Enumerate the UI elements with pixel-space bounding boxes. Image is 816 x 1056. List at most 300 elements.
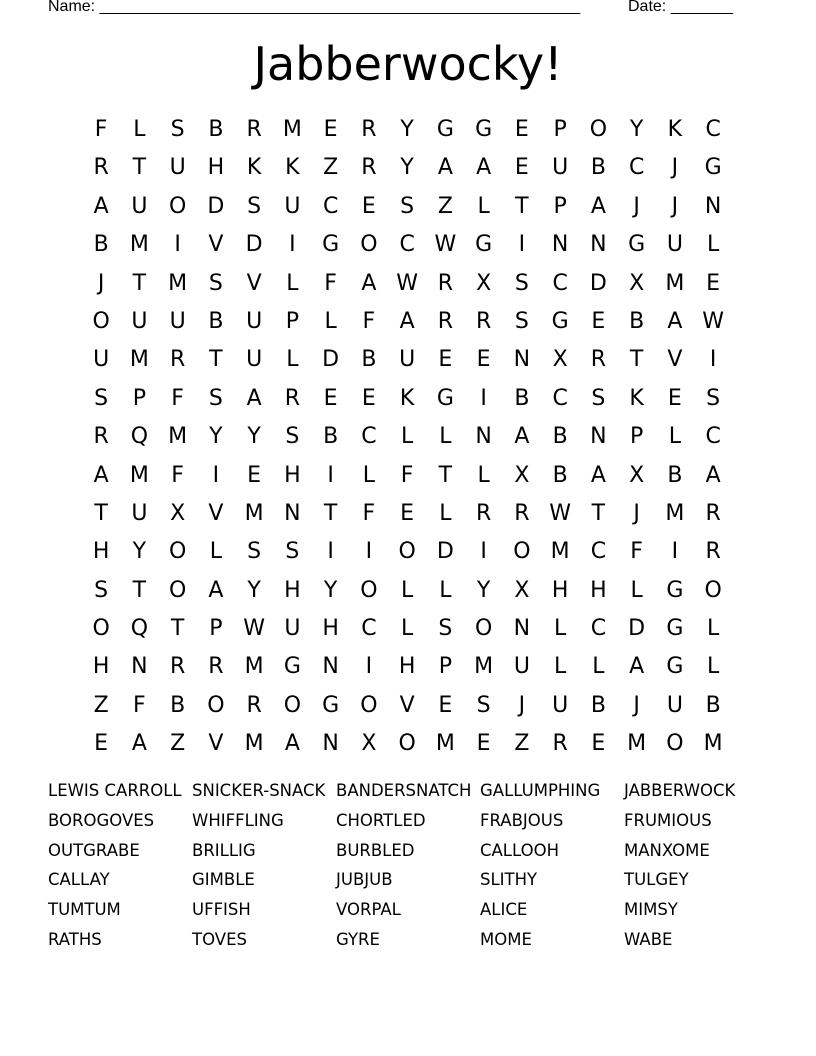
word-list-item: MIMSY (624, 900, 678, 920)
grid-letter: E (400, 500, 415, 526)
grid-letter: L (362, 462, 375, 488)
grid-letter: A (514, 424, 530, 450)
word-list-item: MANXOME (624, 840, 710, 860)
grid-letter: V (667, 347, 683, 373)
grid-letter: J (671, 155, 679, 181)
grid-letter: N (284, 500, 301, 526)
grid-letter: E (247, 462, 262, 488)
grid-letter: P (553, 193, 567, 219)
grid-letter: L (400, 616, 414, 642)
word-list-item: BRILLIG (192, 840, 256, 860)
word-list-item: BOROGOVES (48, 810, 155, 830)
word-list-item: BURBLED (336, 840, 415, 860)
grid-letter: A (284, 731, 300, 757)
grid-letter: Y (247, 577, 261, 603)
grid-letter: R (705, 539, 721, 565)
grid-letter: B (552, 462, 568, 488)
word-list-item: SLITHY (480, 870, 538, 890)
grid-letter: E (476, 347, 491, 373)
grid-letter: E (438, 692, 453, 718)
grid-letter: L (706, 654, 720, 680)
grid-letter: H (284, 462, 301, 488)
grid-letter: Y (323, 577, 338, 603)
grid-letter: Y (209, 424, 223, 450)
grid-letter: G (704, 155, 722, 181)
grid-letter: B (667, 462, 683, 488)
grid-letter: A (131, 731, 147, 757)
grid-letter: A (667, 308, 683, 334)
grid-letter: E (323, 385, 338, 411)
grid-letter: M (627, 731, 647, 757)
grid-letter: X (476, 270, 492, 296)
word-list-item: WABE (624, 929, 673, 949)
grid-letter: M (703, 731, 723, 757)
grid-letter: Q (130, 616, 149, 642)
grid-letter: U (131, 193, 148, 219)
grid-letter: A (246, 385, 262, 411)
word-list-item: JABBERWOCK (624, 781, 736, 800)
grid-letter: U (552, 155, 569, 181)
word-list-item: GALLUMPHING (480, 781, 601, 800)
grid-letter: R (169, 347, 186, 373)
grid-letter: T (94, 500, 108, 526)
grid-letter: U (666, 692, 683, 718)
grid-letter: K (667, 117, 683, 142)
grid-letter: K (399, 385, 415, 411)
grid-letter: B (361, 347, 377, 373)
grid-letter: L (592, 654, 605, 680)
grid-letter: I (289, 232, 296, 258)
grid-letter: L (477, 193, 490, 219)
grid-letter: H (398, 654, 416, 680)
grid-letter: E (591, 731, 606, 757)
grid-letter: B (590, 692, 606, 718)
grid-letter: S (400, 193, 415, 219)
grid-letter: B (590, 155, 606, 181)
grid-letter: M (129, 462, 149, 488)
grid-letter: E (361, 385, 376, 411)
word-list-item: CALLAY (48, 870, 110, 890)
grid-letter: D (322, 347, 340, 373)
grid-letter: K (629, 385, 644, 411)
grid-letter: X (361, 731, 377, 757)
word-list-item: GIMBLE (192, 870, 255, 890)
word-list-item: LEWIS CARROLL (48, 781, 182, 800)
grid-letter: L (553, 654, 567, 680)
grid-letter: L (439, 424, 452, 450)
grid-letter: V (208, 232, 224, 258)
grid-letter: N (551, 232, 569, 258)
grid-letter: O (474, 616, 493, 642)
grid-letter: M (474, 654, 494, 680)
grid-letter: N (513, 347, 531, 373)
grid-letter: N (475, 424, 492, 450)
grid-letter: U (246, 347, 263, 373)
grid-letter: A (93, 462, 109, 488)
grid-letter: L (209, 539, 222, 565)
grid-letter: O (92, 308, 110, 334)
grid-letter: O (589, 117, 608, 142)
grid-letter: A (93, 193, 109, 219)
grid-letter: J (518, 692, 526, 718)
grid-letter: H (207, 155, 225, 181)
grid-letter: S (514, 308, 529, 334)
grid-letter: U (399, 347, 416, 373)
grid-letter: A (629, 654, 645, 680)
grid-letter: M (244, 654, 264, 680)
grid-letter: S (591, 385, 606, 411)
grid-letter: O (207, 692, 225, 718)
grid-letter: M (244, 731, 264, 757)
grid-letter: A (399, 308, 415, 334)
word-list-item: RATHS (48, 929, 102, 949)
grid-letter: G (475, 232, 493, 258)
grid-letter: Y (400, 117, 414, 142)
word-list-item: TULGEY (624, 870, 689, 890)
grid-letter: T (132, 155, 147, 181)
grid-letter: G (322, 692, 340, 718)
grid-letter: Z (170, 731, 186, 757)
grid-letter: Z (514, 731, 530, 757)
grid-letter: I (327, 539, 334, 565)
grid-letter: D (245, 232, 263, 258)
grid-letter: E (361, 193, 376, 219)
grid-letter: I (480, 385, 487, 411)
grid-letter: D (207, 193, 225, 219)
grid-letter: W (396, 270, 418, 296)
grid-letter: T (132, 270, 147, 296)
grid-letter: T (438, 462, 453, 488)
grid-letter: R (93, 155, 109, 181)
grid-letter: B (705, 692, 721, 718)
grid-letter: R (169, 654, 186, 680)
grid-letter: H (92, 654, 110, 680)
grid-letter: T (209, 347, 223, 373)
grid-letter: P (285, 308, 300, 334)
grid-letter: T (132, 577, 147, 603)
grid-letter: A (361, 270, 377, 296)
grid-letter: Y (629, 117, 644, 142)
grid-letter: L (439, 500, 452, 526)
grid-letter: M (282, 117, 302, 142)
grid-letter: L (286, 270, 299, 296)
grid-letter: X (514, 577, 530, 603)
grid-letter: C (590, 539, 607, 565)
grid-letter: I (327, 462, 334, 488)
grid-letter: N (704, 193, 722, 219)
grid-letter: F (94, 117, 108, 142)
grid-letter: R (705, 500, 721, 526)
grid-letter: A (590, 193, 606, 219)
grid-letter: O (398, 539, 416, 565)
word-list-item: ALICE (480, 900, 528, 920)
grid-letter: R (514, 500, 530, 526)
grid-letter: G (283, 654, 301, 680)
letter-grid (82, 111, 732, 764)
grid-letter: S (170, 117, 185, 142)
grid-letter: X (170, 500, 186, 526)
word-list-item: CALLOOH (480, 840, 559, 860)
grid-letter: I (365, 654, 373, 680)
grid-letter: P (629, 424, 644, 450)
grid-letter: K (246, 155, 262, 181)
grid-letter: O (168, 193, 187, 219)
grid-letter: U (131, 500, 148, 526)
grid-letter: U (93, 347, 110, 373)
grid-letter: N (131, 654, 148, 680)
grid-letter: G (475, 117, 493, 142)
grid-letter: E (514, 155, 529, 181)
grid-letter: B (629, 308, 645, 334)
grid-letter: C (399, 232, 415, 258)
grid-letter: L (133, 117, 146, 142)
grid-letter: D (436, 539, 454, 565)
grid-letter: M (129, 347, 149, 373)
grid-letter: I (671, 539, 679, 565)
word-list-item: UFFISH (192, 900, 251, 920)
grid-letter: W (702, 308, 724, 334)
grid-letter: R (246, 692, 262, 718)
grid-letter: W (243, 616, 265, 642)
grid-letter: A (208, 577, 224, 603)
grid-letter: U (284, 193, 301, 219)
grid-letter: T (170, 616, 185, 642)
word-list-item: GYRE (336, 929, 380, 949)
grid-letter: W (434, 232, 457, 258)
grid-letter: O (398, 731, 416, 757)
word-list-item: SNICKER-SNACK (192, 781, 326, 800)
grid-letter: R (552, 731, 568, 757)
grid-letter: O (92, 616, 110, 642)
name-field-label: Name: ______________________________________________________ (48, 0, 581, 15)
grid-letter: U (169, 308, 186, 334)
grid-letter: U (284, 616, 301, 642)
grid-letter: E (476, 731, 491, 757)
grid-letter: M (168, 270, 188, 296)
grid-letter: H (284, 577, 301, 603)
grid-letter: J (671, 193, 679, 219)
word-list-item: VORPAL (336, 900, 401, 920)
grid-letter: R (361, 117, 377, 142)
grid-letter: O (704, 577, 722, 603)
grid-letter: F (630, 539, 643, 565)
grid-letter: H (590, 577, 607, 603)
grid-letter: I (174, 232, 181, 258)
grid-letter: A (437, 155, 453, 181)
grid-letter: O (360, 577, 378, 603)
grid-letter: R (208, 654, 224, 680)
grid-letter: S (285, 539, 300, 565)
grid-letter: R (246, 117, 262, 142)
grid-letter: L (706, 616, 720, 642)
grid-letter: B (208, 308, 224, 334)
grid-letter: N (322, 731, 339, 757)
grid-letter: F (324, 270, 337, 296)
grid-letter: B (514, 385, 530, 411)
grid-letter: O (360, 692, 378, 718)
grid-letter: E (323, 117, 338, 142)
grid-letter: N (590, 424, 607, 450)
header-line (48, 0, 748, 16)
grid-letter: Z (323, 155, 339, 181)
word-list (48, 776, 768, 955)
grid-letter: P (438, 654, 453, 680)
grid-letter: S (438, 616, 453, 642)
grid-letter: Z (437, 193, 453, 219)
grid-letter: F (133, 692, 146, 718)
grid-letter: L (400, 424, 414, 450)
grid-letter: U (131, 308, 148, 334)
grid-letter: H (551, 577, 569, 603)
grid-letter: J (97, 270, 105, 296)
grid-letter: G (666, 654, 684, 680)
grid-letter: J (633, 193, 640, 219)
word-list-item: MOME (480, 929, 532, 949)
grid-letter: Q (130, 424, 149, 450)
grid-letter: I (480, 539, 487, 565)
grid-letter: C (628, 155, 645, 181)
grid-letter: M (168, 424, 188, 450)
grid-letter: G (436, 117, 454, 142)
grid-letter: C (705, 117, 721, 142)
date-field-label: Date: _______ (628, 0, 733, 15)
grid-letter: B (208, 117, 224, 142)
grid-letter: R (475, 500, 492, 526)
grid-letter: P (132, 385, 147, 411)
grid-letter: P (209, 616, 223, 642)
grid-letter: B (170, 692, 186, 718)
grid-letter: R (437, 308, 454, 334)
grid-letter: S (208, 385, 223, 411)
grid-letter: G (551, 308, 569, 334)
grid-letter: L (477, 462, 490, 488)
grid-letter: T (323, 500, 338, 526)
grid-letter: O (168, 539, 187, 565)
grid-letter: B (323, 424, 339, 450)
word-list-item: TOVES (192, 929, 247, 949)
grid-letter: C (361, 424, 377, 450)
grid-letter: E (94, 731, 109, 757)
grid-letter: S (706, 385, 721, 411)
grid-letter: L (439, 577, 452, 603)
grid-letter: H (322, 616, 339, 642)
grid-letter: X (514, 462, 530, 488)
grid-letter: R (361, 155, 377, 181)
grid-letter: C (552, 385, 568, 411)
grid-letter: C (361, 616, 377, 642)
grid-letter: E (591, 308, 606, 334)
word-list-item: FRUMIOUS (624, 810, 712, 830)
grid-letter: K (285, 155, 300, 181)
grid-letter: A (705, 462, 721, 488)
grid-letter: O (168, 577, 187, 603)
grid-letter: R (590, 347, 607, 373)
grid-letter: S (94, 385, 109, 411)
grid-letter: F (400, 462, 414, 488)
grid-letter: I (518, 232, 526, 258)
grid-letter: E (667, 385, 682, 411)
grid-letter: G (666, 616, 684, 642)
grid-letter: Y (247, 424, 261, 450)
grid-letter: P (553, 117, 567, 142)
grid-letter: Y (476, 577, 491, 603)
grid-letter: F (362, 308, 376, 334)
grid-letter: N (513, 616, 531, 642)
grid-letter: O (513, 539, 531, 565)
grid-letter: M (435, 731, 455, 757)
grid-letter: F (362, 500, 376, 526)
grid-letter: S (208, 270, 223, 296)
grid-letter: C (552, 270, 568, 296)
word-list-item: CHORTLED (336, 810, 426, 830)
grid-letter: S (514, 270, 529, 296)
grid-letter: V (399, 692, 415, 718)
grid-letter: G (666, 577, 684, 603)
grid-letter: T (591, 500, 606, 526)
grid-letter: V (246, 270, 262, 296)
word-list-item: BANDERSNATCH (336, 781, 472, 800)
grid-letter: R (93, 424, 109, 450)
grid-letter: L (668, 424, 681, 450)
grid-letter: X (552, 347, 568, 373)
grid-letter: S (247, 193, 262, 219)
grid-letter: N (590, 232, 607, 258)
word-list-item: OUTGRABE (48, 840, 140, 860)
grid-letter: L (706, 232, 720, 258)
grid-letter: J (633, 692, 640, 718)
grid-letter: C (322, 193, 339, 219)
grid-letter: M (665, 270, 685, 296)
grid-letter: S (285, 424, 300, 450)
grid-letter: U (513, 654, 530, 680)
grid-letter: G (322, 232, 340, 258)
grid-letter: L (286, 347, 299, 373)
grid-letter: M (129, 232, 149, 258)
grid-letter: H (92, 539, 110, 565)
grid-letter: O (283, 692, 302, 718)
grid-letter: X (629, 462, 645, 488)
grid-letter: Y (400, 155, 414, 181)
grid-letter: U (666, 232, 683, 258)
grid-letter: D (628, 616, 646, 642)
grid-letter: I (709, 347, 717, 373)
grid-letter: T (629, 347, 644, 373)
grid-letter: A (590, 462, 606, 488)
grid-letter: S (476, 692, 491, 718)
grid-letter: I (212, 462, 220, 488)
word-list-item: JUBJUB (336, 870, 393, 890)
grid-letter: U (246, 308, 263, 334)
page-title: Jabberwocky! (253, 37, 563, 91)
grid-letter: L (400, 577, 414, 603)
grid-letter: W (549, 500, 571, 526)
grid-letter: C (705, 424, 721, 450)
grid-letter: L (553, 616, 567, 642)
grid-letter: V (208, 731, 224, 757)
grid-letter: F (171, 385, 184, 411)
grid-letter: M (550, 539, 570, 565)
grid-letter: Y (132, 539, 147, 565)
grid-letter: M (244, 500, 264, 526)
grid-letter: B (552, 424, 568, 450)
grid-letter: A (476, 155, 492, 181)
grid-letter: L (324, 308, 337, 334)
word-list-item: TUMTUM (48, 900, 121, 920)
grid-letter: E (438, 347, 453, 373)
grid-letter: U (552, 692, 569, 718)
word-list-item: WHIFFLING (192, 810, 284, 830)
grid-letter: G (628, 232, 646, 258)
